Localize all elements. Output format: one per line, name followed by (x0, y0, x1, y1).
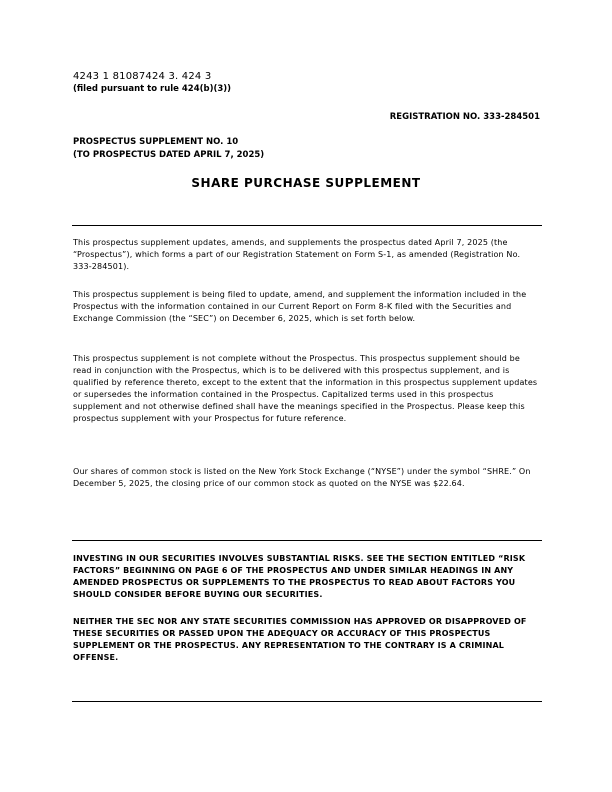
reference-paragraph: This prospectus supplement is not complete without the Prospectus. This prospectus supplement should be read in conjunction with the Prospectus, which is to be delivered with this prospectus supplement, and is qualified by reference thereto, except to the extent that the information in this prospectus supplement updates or supersedes the information contained in the Prospectus. Capitalized terms used in this prospectus supplement and not otherwise defined shall have the meanings specified in the Prospectus. Please keep this prospectus supplement with your Prospectus for future reference. (73, 354, 538, 423)
header-line-1: 4243 1 81087424 3. 424 3 (73, 71, 212, 82)
listing-paragraph: Our shares of common stock is listed on the New York Stock Exchange (“NYSE”) under the symbol “SHRE.” On December 5, 2025, the closing price of our common stock as quoted on the NYSE was $22.64. (73, 467, 531, 488)
risk-factors-notice: INVESTING IN OUR SECURITIES INVOLVES SUBSTANTIAL RISKS. SEE THE SECTION ENTITLED “RISK FACTORS” BEGINNING ON PAGE 6 OF THE PROSPECTUS AND UNDER SIMILAR HEADINGS IN ANY AMENDED PROSPECTUS OR SUPPLEMENTS TO THE PROSPECTUS TO READ ABOUT FACTORS YOU SHOULD CONSIDER BEFORE BUYING OUR SECURITIES. (73, 554, 526, 599)
filing-rule-line: (filed pursuant to rule 424(b)(3)) (73, 84, 232, 94)
sec-disclaimer: NEITHER THE SEC NOR ANY STATE SECURITIES COMMISSION HAS APPROVED OR DISAPPROVED OF THESE SECURITIES OR PASSED UPON THE ADEQUACY OR ACCURACY OF THIS PROSPECTUS SUPPLEMENT OR THE PROSPECTUS. ANY REPRESENTATION TO THE CONTRARY IS A CRIMINAL OFFENSE. (73, 617, 527, 662)
supplement-number: PROSPECTUS SUPPLEMENT NO. 10 (73, 137, 239, 147)
purpose-paragraph: This prospectus supplement is being filed to update, amend, and supplement the information included in the Prospectus with the information contained in our Current Report on Form 8-K filed with the Securities and Exchange Commission (the “SEC”) on December 6, 2025, which is set forth below. (73, 290, 527, 323)
divider-middle (72, 540, 542, 541)
divider-top (72, 225, 542, 226)
intro-paragraph: This prospectus supplement updates, amends, and supplements the prospectus dated April 7, 2025 (the “Prospectus”), which forms a part of our Registration Statement on Form S-1, as amended (Registration No. 333-284501). (73, 238, 521, 271)
registration-number: REGISTRATION NO. 333-284501 (389, 112, 540, 122)
supplement-date: (TO PROSPECTUS DATED APRIL 7, 2025) (73, 150, 265, 160)
divider-bottom (72, 701, 542, 702)
document-title: SHARE PURCHASE SUPPLEMENT (191, 176, 421, 190)
